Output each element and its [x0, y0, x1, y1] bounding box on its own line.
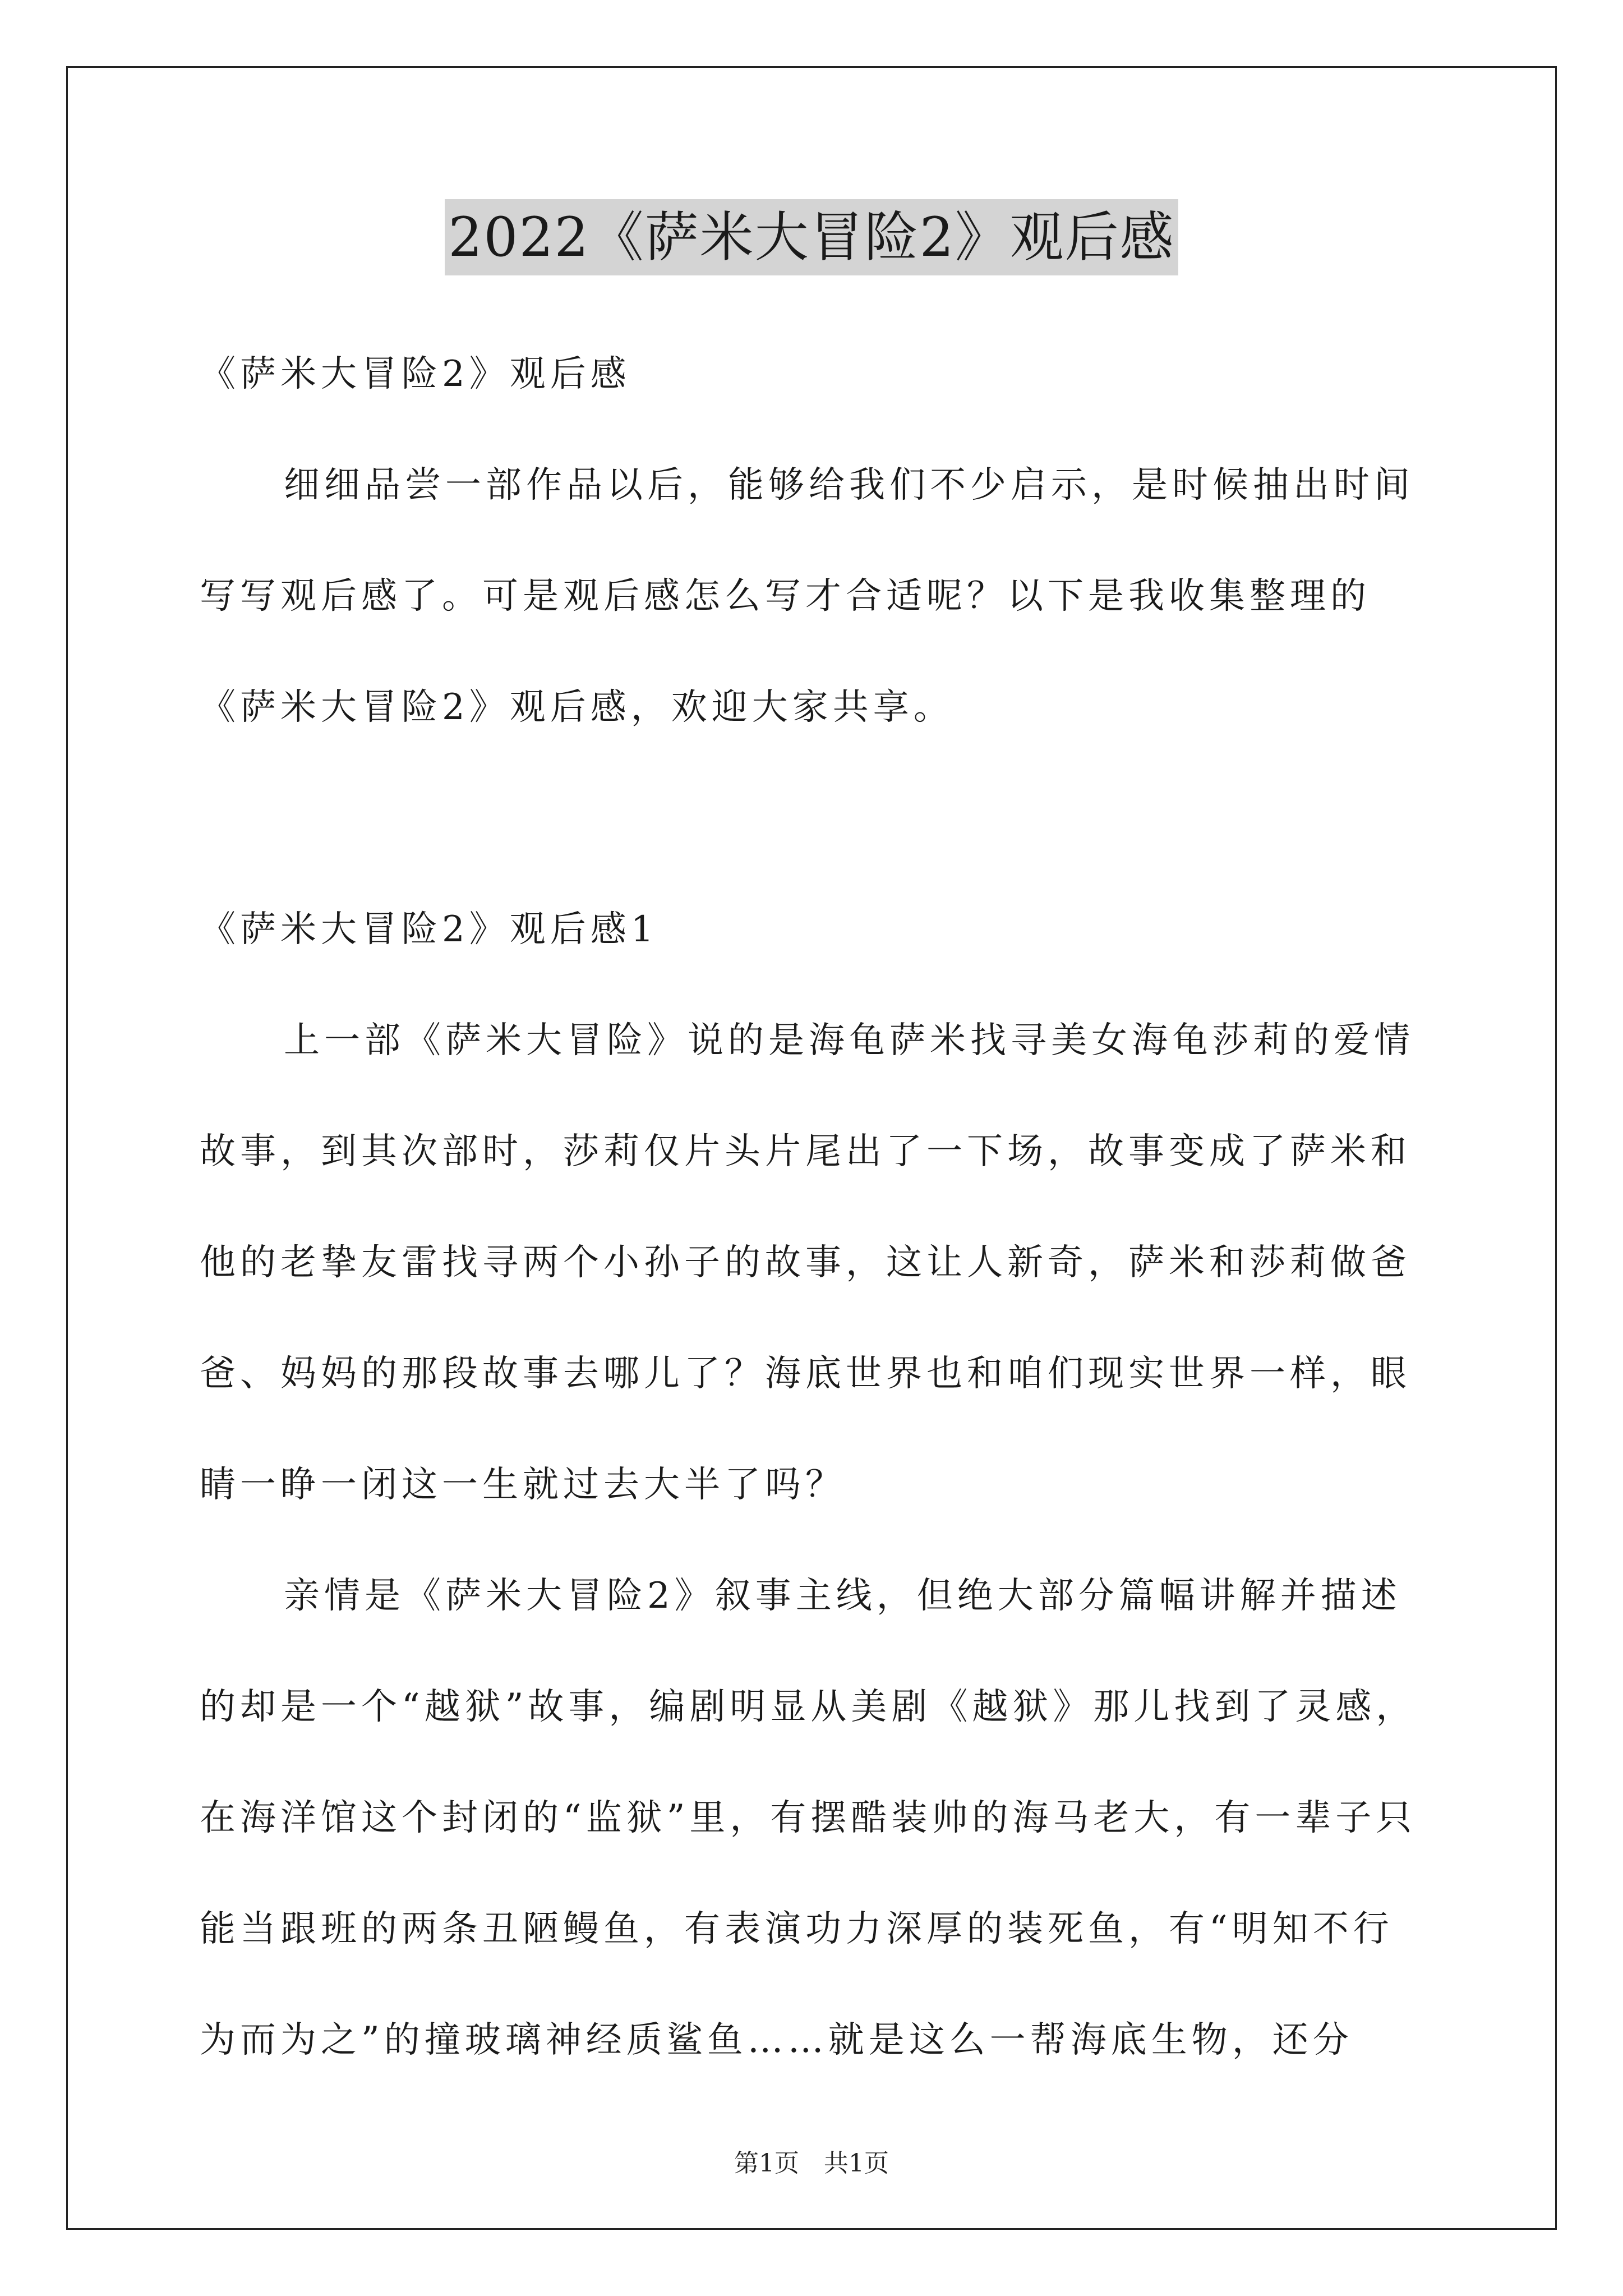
title-container: [0, 199, 1623, 275]
page-number: 第1页: [734, 2149, 799, 2178]
document-subtitle: 《萨米大冒险2》观后感: [200, 353, 631, 395]
body-paragraph-2: 亲情是《萨米大冒险2》叙事主线，但绝大部分篇幅讲解并描述的却是一个“越狱”故事，编剧明显从美剧《越狱》那儿找到了灵感，在海洋馆这个封闭的“监狱”里，有摆酷装帅的海马老大，有一辈子只能当跟班的两条丑陋鳗鱼，有表演功力深厚的装死鱼，有“明知不行为而为之”的撞玻璃神经质鲨鱼……就是这么一帮海底生物，还分: [200, 1575, 1417, 2061]
section-spacer: [200, 763, 1433, 874]
page-footer: [0, 2143, 1623, 2179]
page-total: 共1页: [824, 2149, 889, 2178]
intro-paragraph: 细细品尝一部作品以后，能够给我们不少启示，是时候抽出时间写写观后感了。可是观后感怎么写才合适呢？以下是我收集整理的《萨米大冒险2》观后感，欢迎大家共享。: [200, 464, 1414, 728]
body-paragraph-1: 上一部《萨米大冒险》说的是海龟萨米找寻美女海龟莎莉的爱情故事，到其次部时，莎莉仅片头片尾出了一下场，故事变成了萨米和他的老挚友雷找寻两个小孙子的故事，这让人新奇，萨米和莎莉做爸爸、妈妈的那段故事去哪儿了？海底世界也和咱们现实世界一样，眼睛一睁一闭这一生就过去大半了吗？: [200, 1020, 1414, 1506]
document-title: 2022《萨米大冒险2》观后感: [445, 199, 1178, 275]
document-body: [200, 319, 1433, 2096]
section-title: 《萨米大冒险2》观后感1: [200, 909, 658, 950]
